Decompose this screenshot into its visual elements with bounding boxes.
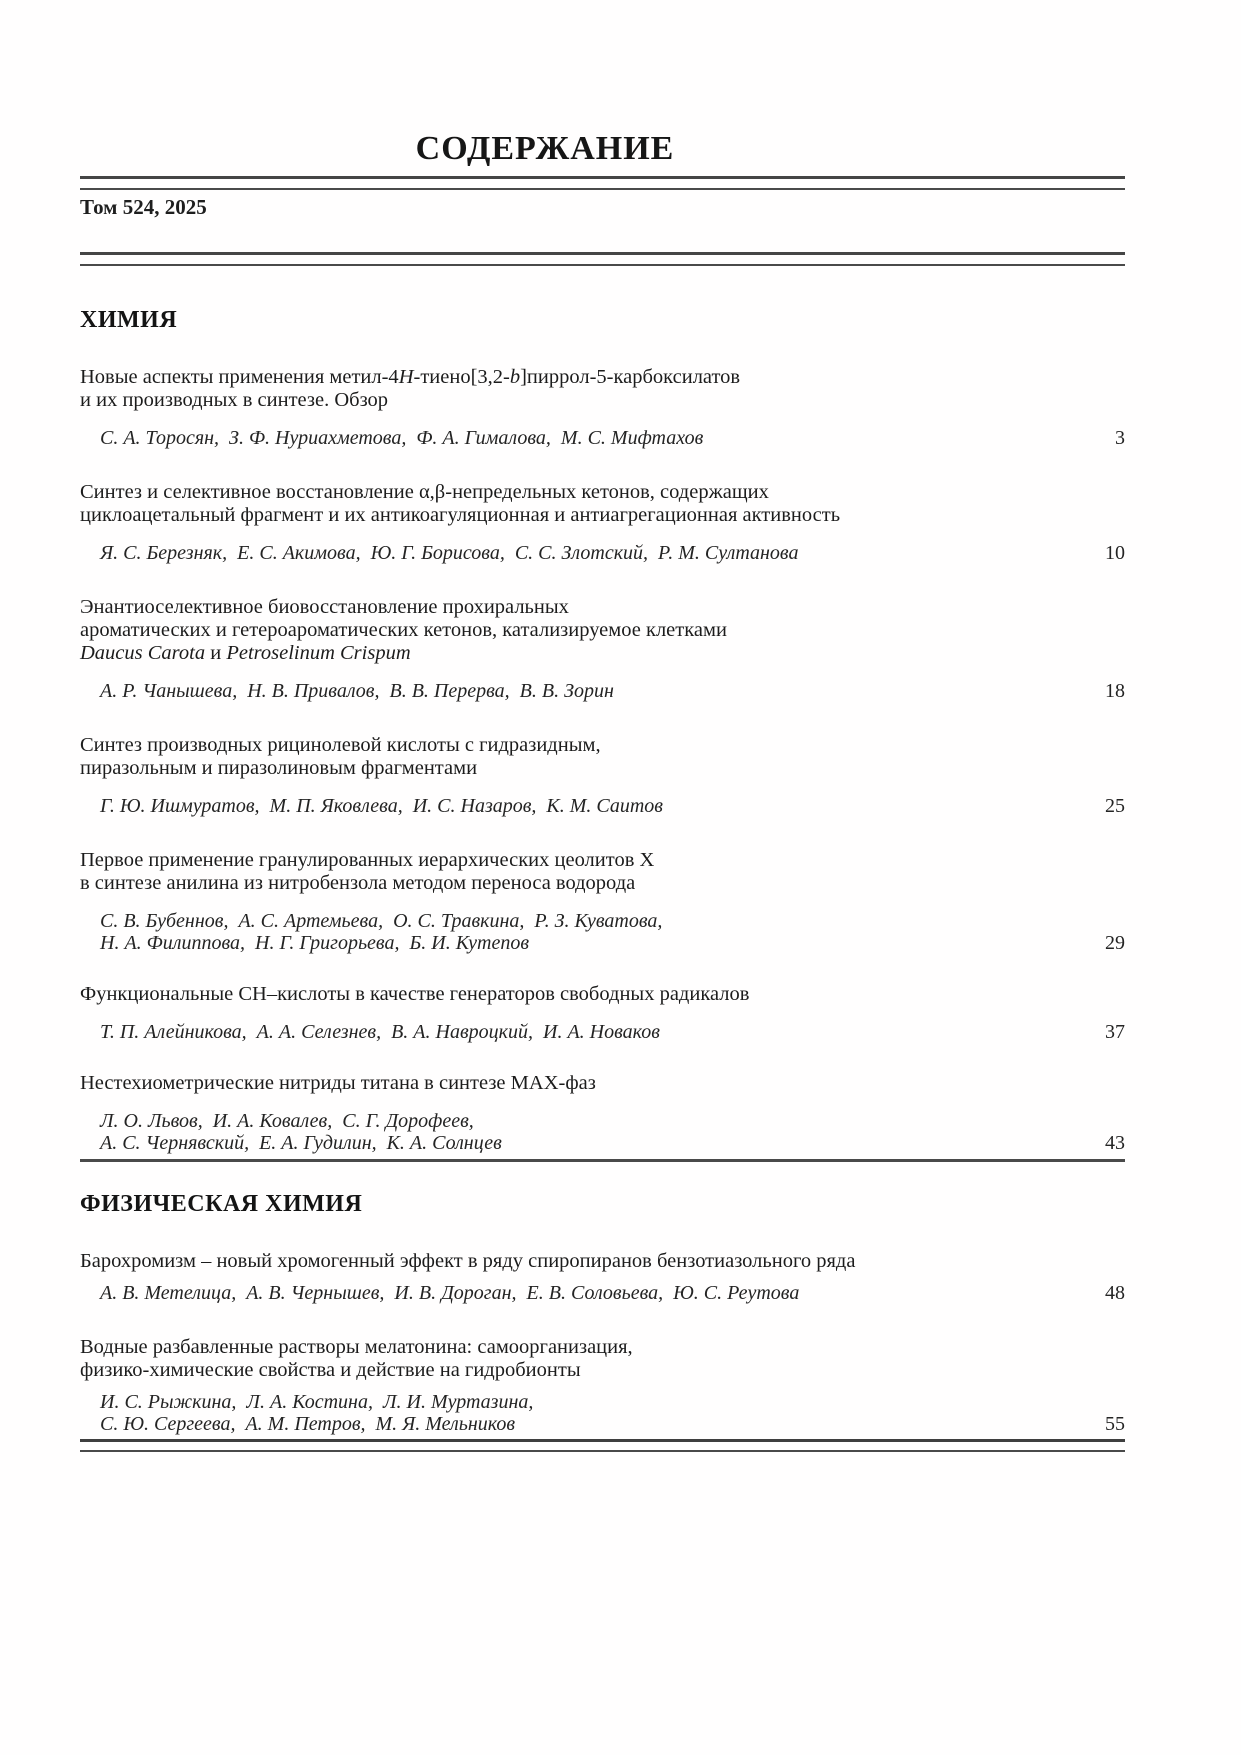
header-double-rule bbox=[80, 176, 1125, 190]
article-title-line bbox=[80, 1359, 1125, 1382]
article-title bbox=[80, 1072, 1125, 1095]
article-authors-line: Л. О. Львов, И. А. Ковалев, С. Г. Дорофеев, bbox=[100, 1110, 474, 1132]
title-segment: ]пиррол-5-карбоксилатов bbox=[520, 366, 741, 388]
article-title-line bbox=[80, 757, 1125, 780]
article-authors-line: И. С. Рыжкина, Л. А. Костина, Л. И. Муртазина, bbox=[100, 1391, 534, 1413]
toc-article bbox=[80, 1336, 1125, 1435]
article-authors-line: Т. П. Алейникова, А. А. Селезнев, В. А. Навроцкий, И. А. Новаков bbox=[100, 1021, 660, 1043]
article-byline bbox=[80, 910, 1125, 954]
article-title-line bbox=[80, 734, 1125, 757]
article-byline bbox=[80, 680, 1125, 702]
title-segment: циклоацетальный фрагмент и их антикоагуляционная и антиагрегационная активность bbox=[80, 504, 841, 526]
title-segment: Барохромизм – новый хромогенный эффект в ряду спиропиранов бензотиазольного ряда bbox=[80, 1250, 856, 1272]
article-page-number: 55 bbox=[1105, 1413, 1125, 1435]
footer-double-rule bbox=[80, 1439, 1125, 1452]
toc-article bbox=[80, 983, 1125, 1043]
article-title-line bbox=[80, 642, 1125, 665]
article-authors-line: С. Ю. Сергеева, А. М. Петров, М. Я. Мельников bbox=[100, 1413, 516, 1435]
article-title-line bbox=[80, 872, 1125, 895]
article-title-line bbox=[80, 504, 1125, 527]
article-authors bbox=[80, 910, 1093, 954]
section-heading: ХИМИЯ bbox=[80, 307, 178, 333]
article-page-number: 29 bbox=[1105, 932, 1125, 954]
title-italic-segment: H bbox=[398, 366, 414, 388]
article-title-line bbox=[80, 983, 1125, 1006]
article-authors-line: С. В. Бубеннов, А. С. Артемьева, О. С. Травкина, Р. З. Куватова, bbox=[100, 910, 663, 932]
toc-article bbox=[80, 734, 1125, 817]
article-title-line bbox=[80, 1336, 1125, 1359]
article-authors-line: А. С. Чернявский, Е. А. Гудилин, К. А. Солнцев bbox=[100, 1132, 502, 1154]
article-byline bbox=[80, 795, 1125, 817]
title-segment: Новые аспекты применения метил-4 bbox=[80, 366, 399, 388]
title-segment: Энантиоселективное биовосстановление прохиральных bbox=[80, 596, 569, 618]
title-segment: и bbox=[205, 642, 227, 664]
article-byline bbox=[80, 427, 1125, 449]
article-title-line bbox=[80, 389, 1125, 412]
title-segment: Синтез и селективное восстановление α,β-непредельных кетонов, содержащих bbox=[80, 481, 769, 503]
title-italic-segment: Daucus Carota bbox=[80, 642, 206, 664]
article-title bbox=[80, 1336, 1125, 1382]
title-segment: и их производных в синтезе. Обзор bbox=[80, 389, 389, 411]
article-title-line bbox=[80, 596, 1125, 619]
article-title-line bbox=[80, 849, 1125, 872]
article-title bbox=[80, 849, 1125, 895]
article-page-number: 37 bbox=[1105, 1021, 1125, 1043]
article-byline bbox=[80, 1282, 1125, 1304]
article-page-number: 10 bbox=[1105, 542, 1125, 564]
title-segment: Нестехиометрические нитриды титана в синтезе МАХ-фаз bbox=[80, 1072, 596, 1094]
title-segment: Водные разбавленные растворы мелатонина: самоорганизация, bbox=[80, 1336, 633, 1358]
title-segment: -тиено[3,2- bbox=[413, 366, 510, 388]
article-authors bbox=[80, 427, 1103, 449]
article-title bbox=[80, 1250, 1125, 1273]
title-segment: физико-химические свойства и действие на гидробионты bbox=[80, 1359, 581, 1381]
article-page-number: 43 bbox=[1105, 1132, 1125, 1154]
article-byline bbox=[80, 1110, 1125, 1154]
toc-article bbox=[80, 849, 1125, 954]
toc-body bbox=[80, 306, 1125, 1452]
article-page-number: 18 bbox=[1105, 680, 1125, 702]
title-segment: в синтезе анилина из нитробензола методом переноса водорода bbox=[80, 872, 636, 894]
title-segment: ароматических и гетероароматических кетонов, катализируемое клетками bbox=[80, 619, 727, 641]
article-authors-line: Н. А. Филиппова, Н. Г. Григорьева, Б. И. Кутепов bbox=[100, 932, 530, 954]
toc-section bbox=[80, 306, 1125, 1154]
toc-article bbox=[80, 596, 1125, 702]
article-title-line bbox=[80, 366, 1125, 389]
article-authors bbox=[80, 795, 1093, 817]
article-authors-line: А. Р. Чанышева, Н. В. Привалов, В. В. Перерва, В. В. Зорин bbox=[100, 680, 614, 702]
article-authors bbox=[80, 542, 1093, 564]
article-title bbox=[80, 481, 1125, 527]
toc-article bbox=[80, 1250, 1125, 1304]
article-title-line bbox=[80, 1072, 1125, 1095]
title-segment: Первое применение гранулированных иерархических цеолитов X bbox=[80, 849, 655, 871]
article-authors-line: А. В. Метелица, А. В. Чернышев, И. В. Дороган, Е. В. Соловьева, Ю. С. Реутова bbox=[100, 1282, 800, 1304]
title-segment: Функциональные СН–кислоты в качестве генераторов свободных радикалов bbox=[80, 983, 750, 1005]
article-authors-line: Я. С. Березняк, Е. С. Акимова, Ю. Г. Борисова, С. С. Злотский, Р. М. Султанова bbox=[100, 542, 799, 564]
toc-section bbox=[80, 1190, 1125, 1435]
section-heading: ФИЗИЧЕСКАЯ ХИМИЯ bbox=[80, 1191, 363, 1217]
article-title bbox=[80, 596, 1125, 665]
article-authors bbox=[80, 1391, 1093, 1435]
article-title bbox=[80, 983, 1125, 1006]
article-title-line bbox=[80, 481, 1125, 504]
article-authors-line: Г. Ю. Ишмуратов, М. П. Яковлева, И. С. Назаров, К. М. Саитов bbox=[100, 795, 663, 817]
volume-label: Том 524, 2025 bbox=[80, 195, 207, 219]
article-page-number: 3 bbox=[1115, 427, 1125, 449]
article-title bbox=[80, 734, 1125, 780]
article-title-line bbox=[80, 619, 1125, 642]
title-segment: Синтез производных рицинолевой кислоты с гидразидным, bbox=[80, 734, 601, 756]
title-segment: пиразольным и пиразолиновым фрагментами bbox=[80, 757, 478, 779]
article-page-number: 48 bbox=[1105, 1282, 1125, 1304]
article-page-number: 25 bbox=[1105, 795, 1125, 817]
article-title-line bbox=[80, 1250, 1125, 1273]
article-title bbox=[80, 366, 1125, 412]
article-authors bbox=[80, 1282, 1093, 1304]
article-authors bbox=[80, 1021, 1093, 1043]
article-authors bbox=[80, 1110, 1093, 1154]
section-articles bbox=[80, 366, 1125, 1154]
toc-article bbox=[80, 1072, 1125, 1154]
title-italic-segment: Petroselinum Crispum bbox=[226, 642, 411, 664]
article-byline bbox=[80, 1021, 1125, 1043]
toc-article bbox=[80, 481, 1125, 564]
title-italic-segment: b bbox=[509, 366, 521, 388]
section-divider-rule bbox=[80, 1159, 1125, 1162]
article-byline bbox=[80, 1391, 1125, 1435]
toc-article bbox=[80, 366, 1125, 449]
article-authors bbox=[80, 680, 1093, 702]
volume-double-rule bbox=[80, 252, 1125, 266]
article-byline bbox=[80, 542, 1125, 564]
article-authors-line: С. А. Торосян, З. Ф. Нуриахметова, Ф. А. Гималова, М. С. Мифтахов bbox=[100, 427, 704, 449]
page-title: СОДЕРЖАНИЕ bbox=[415, 130, 675, 167]
section-articles bbox=[80, 1250, 1125, 1435]
